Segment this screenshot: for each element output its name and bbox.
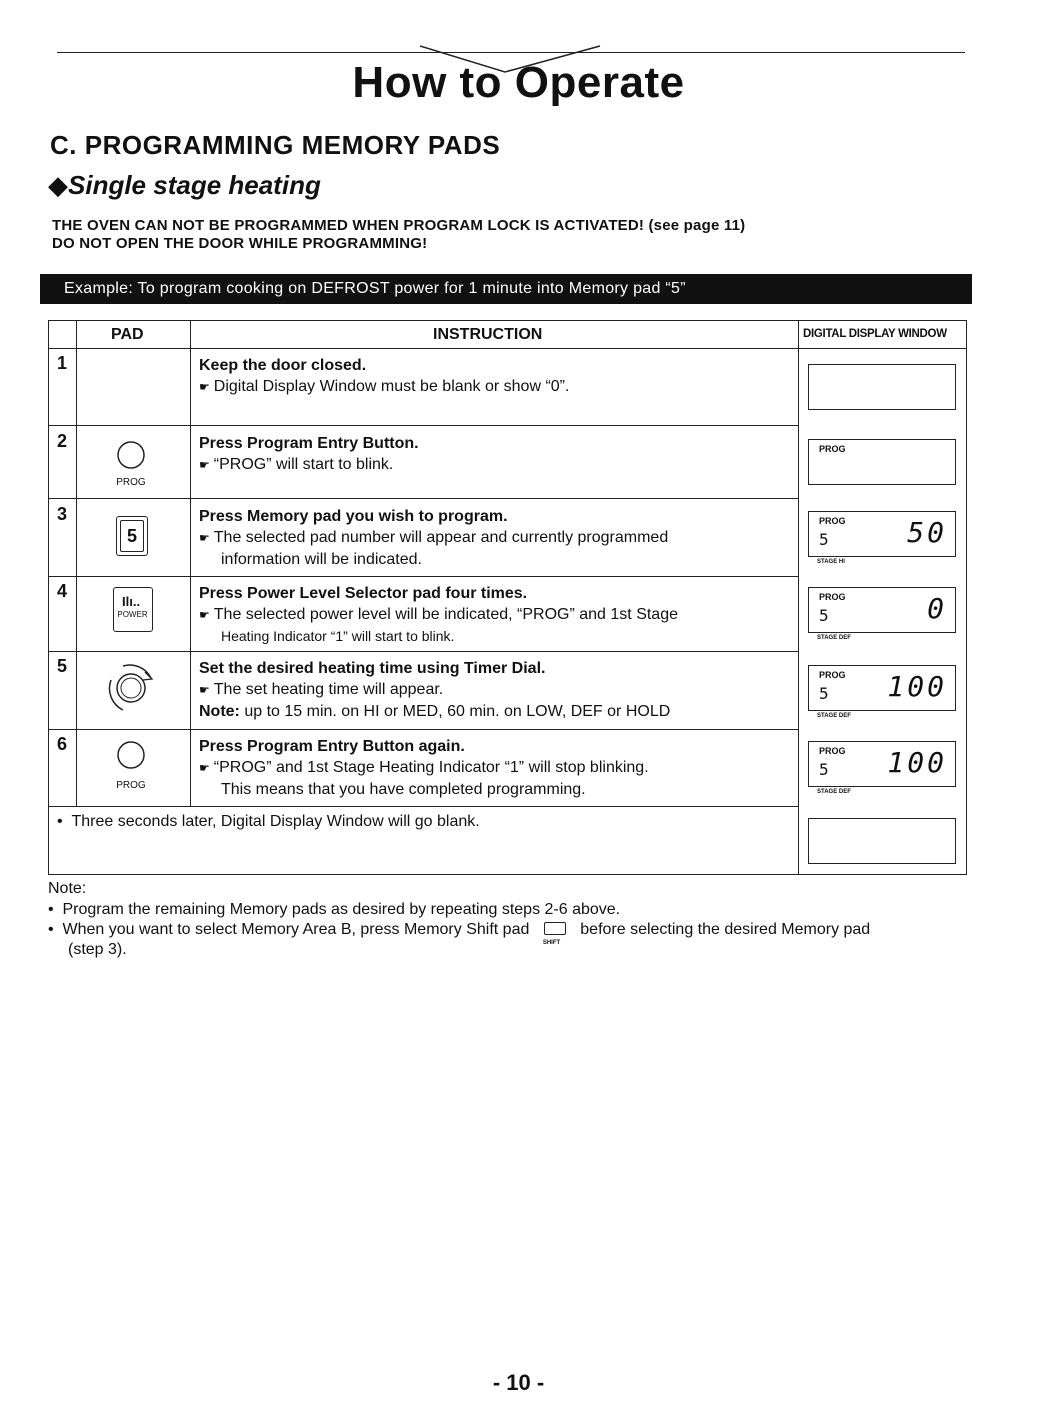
step-4-instruction: Press Power Level Selector pad four times. ☛ The selected power level will be indicated, “PROG” and 1st Stage Heating Indicator “1” will start to blink. [199,585,678,644]
note-item: • Program the remaining Memory pads as desired by repeating steps 2-6 above. [48,901,621,918]
final-row-note: • Three seconds later, Digital Display Window will go blank. [57,813,480,830]
pad-label: PROG [116,477,146,488]
pointer-icon: ☛ [199,458,210,472]
page-number: - 10 - [492,1370,545,1395]
step-number: 3 [57,504,68,524]
pointer-icon: ☛ [199,380,210,394]
step-number: 4 [57,581,68,601]
step-5-instruction: Set the desired heating time using Timer Dial. ☛ The set heating time will appear. Note: up to 15 min. on HI or MED, 60 min. on LOW, DEF or HOLD [199,660,671,720]
display-window [808,364,956,410]
subsection-heading: ◆Single stage heating [48,170,321,200]
notes-heading: Note: [48,880,87,897]
display-window: PROG 5 100 [808,665,956,711]
pad-label: PROG [116,780,146,791]
note-item-continued: (step 3). [68,941,127,958]
header-display: DIGITAL DISPLAY WINDOW [803,328,947,340]
step-number: 6 [57,734,68,754]
display-window: PROG 5 100 [808,741,956,787]
step-3-instruction: Press Memory pad you wish to program. ☛ The selected pad number will appear and currently programmed information will be indicated. [199,508,669,568]
diamond-icon: ◆ [48,170,68,200]
prog-button-icon [101,738,161,786]
display-window: PROG 5 0 [808,587,956,633]
header-pad: PAD [111,326,144,343]
display-window: PROG [808,439,956,485]
step-2-instruction: Press Program Entry Button. ☛ “PROG” will start to blink. [199,433,789,476]
pointer-icon: ☛ [199,608,210,622]
power-level-pad-icon: I​l​ı.. POWER [113,587,153,632]
display-window: PROG 5 50 [808,511,956,557]
warning-door: DO NOT OPEN THE DOOR WHILE PROGRAMMING! [52,235,428,252]
memory-pad-5-icon: 5 [116,516,148,556]
note-item: • When you want to select Memory Area B, press Memory Shift pad SHIFT before selecting the desired Memory pad [48,921,871,946]
step-1-instruction: Keep the door closed. ☛ Digital Display Window must be blank or show “0”. [199,355,789,398]
timer-dial-icon [101,658,161,718]
example-banner: Example: To program cooking on DEFROST power for 1 minute into Memory pad “5” [40,274,972,304]
step-number: 5 [57,656,68,676]
section-heading: C. PROGRAMMING MEMORY PADS [50,130,501,160]
pointer-icon: ☛ [199,531,210,545]
power-bars-icon: I​l​ı.. [122,594,141,609]
memory-shift-pad-icon: SHIFT [542,922,568,938]
pointer-icon: ☛ [199,683,210,697]
display-window [808,818,956,864]
step-number: 1 [57,353,68,373]
step-number: 2 [57,431,68,451]
warning-lock: THE OVEN CAN NOT BE PROGRAMMED WHEN PROGRAM LOCK IS ACTIVATED! (see page 11) [52,217,746,234]
instruction-table: PAD INSTRUCTION DIGITAL DISPLAY WINDOW 1 Keep the door closed. ☛ Digital Display Window must be blank or show “0”. 2 PROG Press Program Entry Button. ☛ “PROG” will start to blink. 3 5 Press Memory pad you wish to program. ☛ The selected pad number will appear and currently programmed information will be indicated. 4 I​l​ı.. POWER Press Power Level Selector pad four times. ☛ The selected power level will be indicated, “PROG” and 1st Stage Heating Indicator “1” will start to blink. 5 Set the desired heating time using Timer Dial. ☛ The set heating time will appear. Note: up to 15 min. on HI or MED, 60 min. on LOW, DEF or HOLD 6 PROG Press Program Entry Button again. ☛ “PROG” and 1st Stage Heating Indicator “1” will stop blinking. This means that you have completed programming. • Three seconds later, Digital Display Window will go blank. PROG PROG 5 50 STAGE HI PROG 5 0 STAGE DEF PROG 5 100 STAGE DEF PROG 5 100 STAGE DEF [48,320,967,875]
header-instruction: INSTRUCTION [433,326,543,343]
pointer-icon: ☛ [199,761,210,775]
step-6-instruction: Press Program Entry Button again. ☛ “PROG” and 1st Stage Heating Indicator “1” will stop blinking. This means that you have completed programming. [199,738,649,798]
page-title: How to Operate [352,58,685,107]
